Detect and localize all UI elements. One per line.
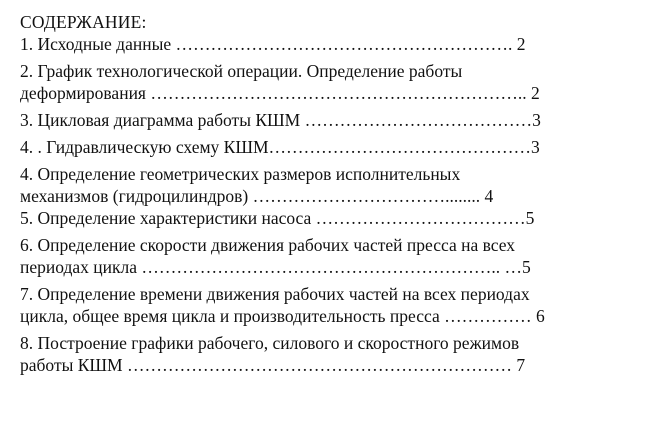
toc-entry-line: 4. Определение геометрических размеров исполнительных xyxy=(20,164,461,184)
toc-entry-line: 6. Определение скорости движения рабочих частей пресса на всех xyxy=(20,235,516,255)
toc-entry-line: 2. График технологической операции. Определение работы xyxy=(20,61,463,81)
toc-entry-line: работы КШМ ………………………………………………………… 7 xyxy=(20,355,526,375)
toc-entry-7 xyxy=(20,234,660,278)
toc-entry-line: деформирования ……………………………………………………….. 2 xyxy=(20,83,540,103)
toc-entry-line: 1. Исходные данные …………………………………………………. 2 xyxy=(20,34,526,54)
toc-entry-9 xyxy=(20,332,660,376)
toc-entry-2 xyxy=(20,60,660,104)
toc-entry-line: 5. Определение характеристики насоса ………………………………5 xyxy=(20,208,535,228)
toc-entry-line: механизмов (гидроцилиндров) ……………………………........ 4 xyxy=(20,186,494,206)
toc-entry-line: 3. Цикловая диаграмма работы КШМ …………………………………3 xyxy=(20,110,541,130)
toc-entry-line: периодах цикла …………………………………………………….. …5 xyxy=(20,257,531,277)
toc-entry-line: 4. . Гидравлическую схему КШМ………………………………………3 xyxy=(20,137,540,157)
toc-entry-5 xyxy=(20,163,660,207)
toc-heading: СОДЕРЖАНИЕ: xyxy=(20,12,147,32)
toc-entry-line: 8. Построение графики рабочего, силового и скоростного режимов xyxy=(20,333,520,353)
toc-entry-1 xyxy=(20,33,660,55)
toc-entry-8 xyxy=(20,283,660,327)
toc-entry-line: 7. Определение времени движения рабочих частей на всех периодах xyxy=(20,284,530,304)
toc-entry-line: цикла, общее время цикла и производительность пресса …………… 6 xyxy=(20,306,545,326)
table-of-contents xyxy=(20,11,660,376)
toc-entry-4 xyxy=(20,136,660,158)
toc-entry-3 xyxy=(20,109,660,131)
toc-entry-6 xyxy=(20,207,660,229)
